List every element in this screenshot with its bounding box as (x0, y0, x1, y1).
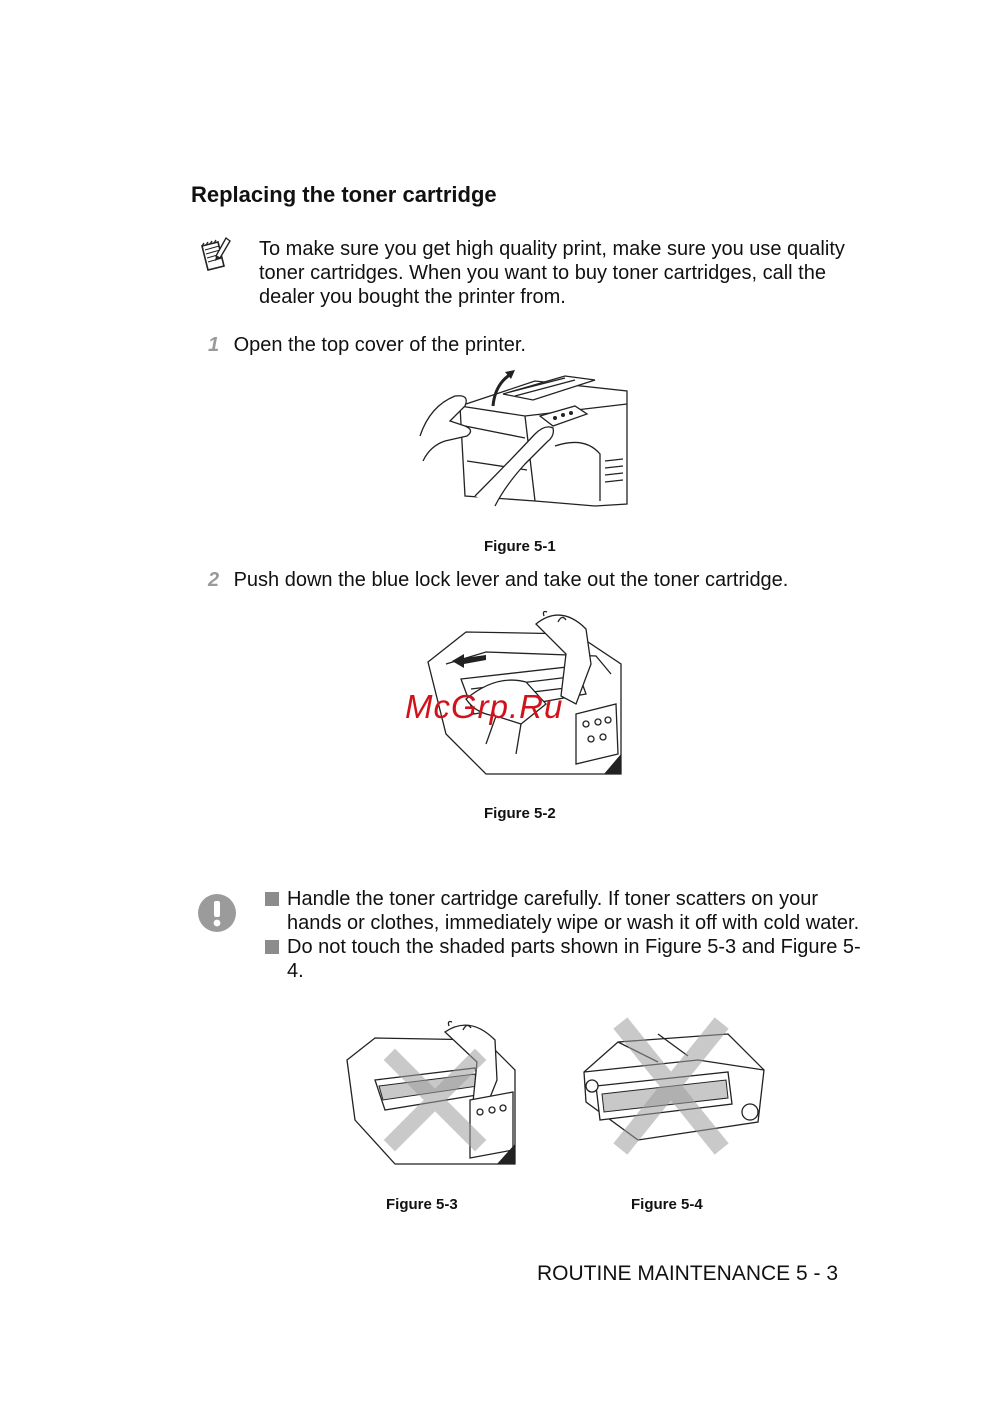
page-footer: ROUTINE MAINTENANCE 5 - 3 (537, 1262, 839, 1285)
note-text: To make sure you get high quality print, make sure you use quality toner cartridges. When you want to buy toner cartridges, call the dealer you bought the printer from. (259, 238, 845, 308)
warning-list (263, 887, 863, 983)
figure-caption: Figure 5-2 (484, 805, 556, 822)
step-2 (208, 569, 788, 592)
square-bullet-icon (265, 892, 279, 906)
step-text: Open the top cover of the printer. (233, 334, 526, 356)
figure-caption: Figure 5-4 (631, 1196, 703, 1213)
step-1 (208, 334, 526, 357)
list-item: Handle the toner cartridge carefully. If toner scatters on your hands or clothes, immediately wipe or wash it off with cold water. (263, 887, 863, 935)
figure-caption: Figure 5-1 (484, 538, 556, 555)
section-heading: Replacing the toner cartridge (191, 182, 497, 207)
figure-5-4-toner-cartridge-shaded (578, 1022, 770, 1154)
step-number: 2 (208, 569, 220, 591)
figure-5-1-printer-open-cover (415, 366, 635, 511)
watermark-text: McGrp.Ru (405, 688, 564, 725)
exclamation-icon (197, 893, 237, 933)
figure-5-3-printer-shaded-parts (345, 1020, 517, 1166)
note-pad-pencil-icon (196, 236, 234, 274)
list-item: Do not touch the shaded parts shown in Figure 5-3 and Figure 5-4. (263, 935, 863, 983)
step-text: Push down the blue lock lever and take out the toner cartridge. (233, 569, 789, 591)
square-bullet-icon (265, 940, 279, 954)
step-number: 1 (208, 334, 220, 356)
figure-caption: Figure 5-3 (386, 1196, 458, 1213)
